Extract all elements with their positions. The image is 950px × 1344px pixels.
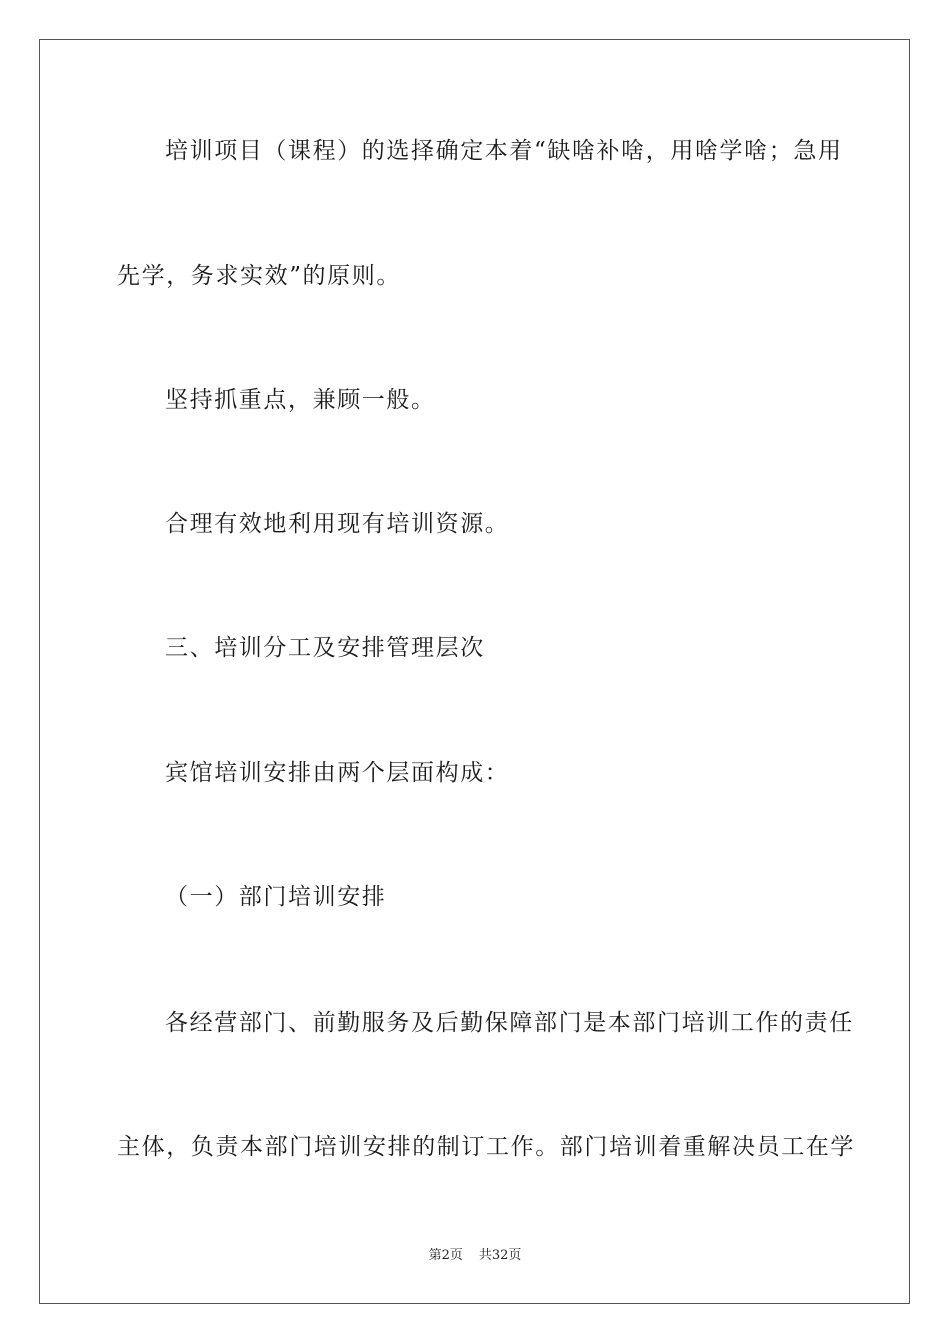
section-heading: 三、培训分工及安排管理层次 xyxy=(165,635,485,661)
subsection-heading: （一）部门培训安排 xyxy=(165,884,387,910)
paragraph-line: 主体，负责本部门培训安排的制订工作。部门培训着重解决员工在学 xyxy=(117,1134,855,1160)
page-number: 第2页 xyxy=(428,1248,463,1263)
paragraph-line: 先学，务求实效”的原则。 xyxy=(117,263,401,289)
page-footer xyxy=(0,1247,950,1265)
paragraph-line: 培训项目（课程）的选择确定本着“缺啥补啥，用啥学啥；急用 xyxy=(165,138,843,164)
paragraph-line: 坚持抓重点，兼顾一般。 xyxy=(165,387,436,413)
page-border xyxy=(39,39,910,1304)
total-pages: 共32页 xyxy=(478,1248,522,1263)
paragraph-line: 合理有效地利用现有培训资源。 xyxy=(165,511,510,537)
paragraph-line: 宾馆培训安排由两个层面构成： xyxy=(165,760,510,786)
paragraph-line: 各经营部门、前勤服务及后勤保障部门是本部门培训工作的责任 xyxy=(165,1010,854,1036)
